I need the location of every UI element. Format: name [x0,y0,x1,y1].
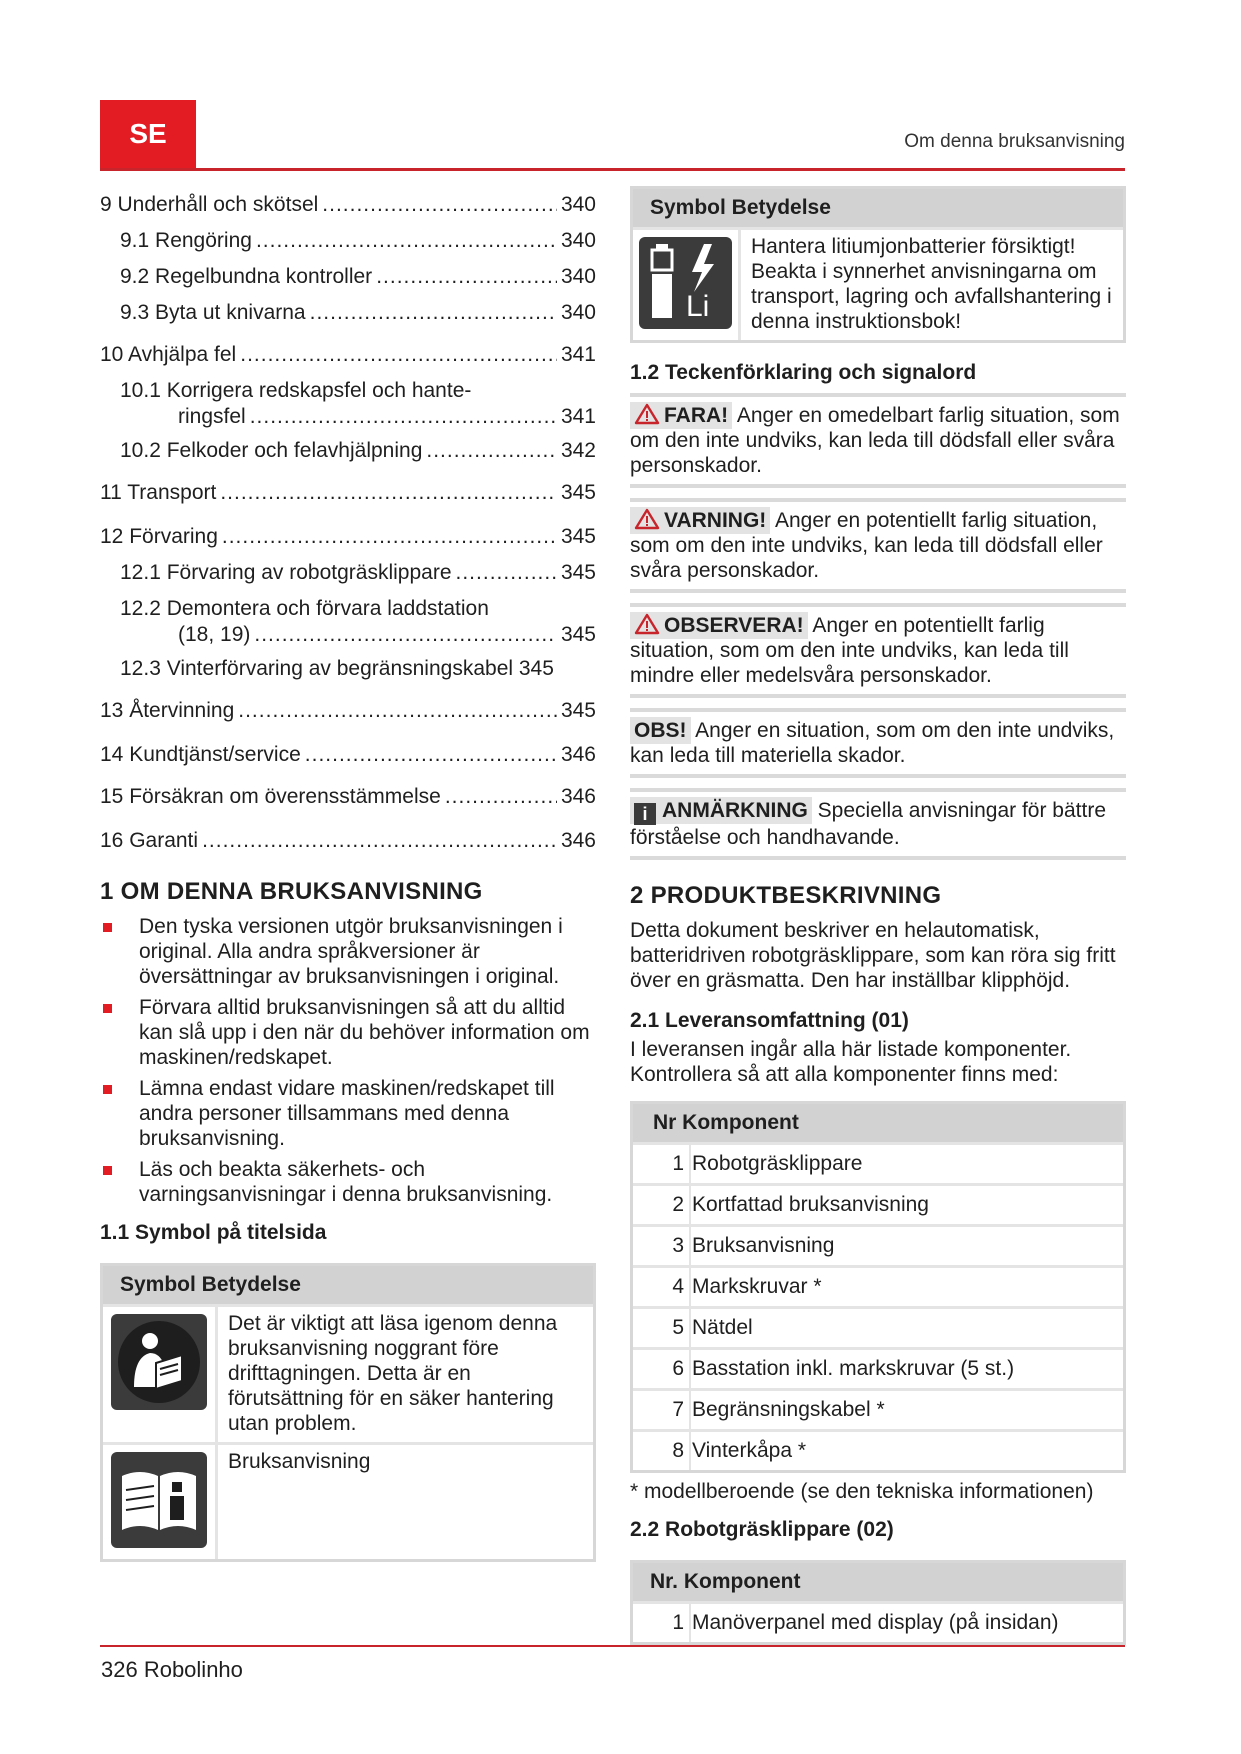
warning-icon [634,403,660,425]
table-row: 7 Begränsningskabel * [633,1388,1123,1429]
table-row [103,1304,593,1442]
battery-label: Li [685,290,709,323]
toc-entry[interactable]: 10.2 Felkoder och felavhjälpning ..... 342 [100,438,596,464]
section-1-bullets [100,914,596,1207]
toc-entry[interactable]: 9.3 Byta ut knivarna ..... 340 [100,300,596,326]
page-footer: 326 Robolinho [101,1657,243,1682]
list-item: Lämna endast vidare maskinen/redskapet till andra personer tillsammans med denna bruksanvisning. [100,1076,596,1151]
read-manual-icon [111,1314,207,1410]
table-row [103,1442,593,1559]
table-row [633,227,1123,340]
toc-entry[interactable]: 12.1 Förvaring av robotgräsklippare ..... 345 [100,560,596,586]
signal-tag: ANMÄRKNING [662,799,808,822]
toc-entry[interactable]: 9 Underhåll och skötsel ..... 340 [100,192,596,218]
list-item: Den tyska versionen utgör bruksanvisningen i original. Alla andra språkversioner är översättningar av bruksanvisningen i original. [100,914,596,989]
info-icon: i [634,803,656,825]
lithium-battery-icon [639,237,732,329]
toc-entry[interactable]: 9.1 Rengöring ..... 340 [100,228,596,254]
table-of-contents [100,192,596,854]
list-item: Läs och beakta säkerhets- och varningsanvisningar i denna bruksanvisning. [100,1157,596,1207]
table-header: Symbol Betydelse [103,1266,593,1304]
section-1-title: 1 OM DENNA BRUKSANVISNING [100,878,483,905]
symbol-cell [103,1307,218,1442]
header-rule [100,168,1125,171]
table-row: 1 Manöverpanel med display (på insidan) [633,1601,1123,1642]
battery-symbol-table [630,186,1126,343]
signal-tag: OBS! [630,717,691,744]
table-row: 5 Nätdel [633,1306,1123,1347]
table-row: 4 Markskruvar * [633,1265,1123,1306]
toc-entry[interactable]: 10 Avhjälpa fel ..... 341 [100,342,596,368]
language-tab: SE [100,100,196,168]
signal-varning: VARNING! Anger en potentiellt farlig situation, som om den inte undviks, kan leda till dödsfall eller svåra personskador. [630,498,1126,593]
signal-fara: FARA! Anger en omedelbart farlig situation, som om den inte undviks, kan leda till dödsfall eller svåra personskador. [630,393,1126,488]
table-row: 6 Basstation inkl. markskruvar (5 st.) [633,1347,1123,1388]
footnote: * modellberoende (se den tekniska informationen) [630,1480,1094,1503]
toc-entry[interactable]: 16 Garanti ..... 346 [100,828,596,854]
meaning-text: Hantera litiumjonbatterier försiktigt! Beakta i synnerhet anvisningarna om transport, lagring och avfallshantering i denna instruktionsbok! [751,235,1112,333]
table-row: 1 Robotgräsklippare [633,1142,1123,1183]
toc-entry[interactable]: 13 Återvinning ..... 345 [100,698,596,724]
section-2-text: Detta dokument beskriver en helautomatisk, batteridriven robotgräsklippare, som kan röra sig fritt över en gräsmatta. Den har inställbar klipphöjd. [630,919,1116,992]
manual-book-icon [111,1452,207,1548]
signal-tag: OBSERVERA! [664,614,804,637]
symbol-cell [633,230,741,340]
section-2-1-text: I leveransen ingår alla här listade komponenter. Kontrollera så att alla komponenter finns med: [630,1038,1072,1086]
signal-obs: OBS! Anger en situation, som om den inte undviks, kan leda till materiella skador. [630,708,1126,778]
meaning-text: Bruksanvisning [228,1450,371,1473]
toc-entry[interactable]: 9.2 Regelbundna kontroller ..... 340 [100,264,596,290]
section-2-title: 2 PRODUKTBESKRIVNING [630,882,942,909]
toc-entry[interactable]: 12.2 Demontera och förvara laddstation (18, 19) ..... 345 [100,596,596,648]
table-header: Symbol Betydelse [633,189,1123,227]
toc-entry[interactable]: 12 Förvaring ..... 345 [100,524,596,550]
table-row: 2 Kortfattad bruksanvisning [633,1183,1123,1224]
symbol-cell [103,1445,218,1559]
table-header: Nr Komponent [633,1104,1123,1142]
section-1-1-title: 1.1 Symbol på titelsida [100,1221,327,1244]
signal-anmarkning: i ANMÄRKNING Speciella anvisningar för bättre förståelse och handhavande. [630,788,1126,860]
toc-entry[interactable]: 15 Försäkran om överensstämmelse ..... 346 [100,784,596,810]
right-column [630,186,1126,1651]
footer-rule [100,1645,1125,1647]
section-2-2-title: 2.2 Robotgräsklippare (02) [630,1518,894,1541]
symbol-table [100,1263,596,1562]
warning-icon [634,508,660,530]
signal-tag: FARA! [664,404,729,427]
toc-entry[interactable]: 14 Kundtjänst/service ..... 346 [100,742,596,768]
warning-icon [634,613,660,635]
signal-tag: VARNING! [664,509,767,532]
section-2-1-title: 2.1 Leveransomfattning (01) [630,1009,909,1032]
section-1-2-title: 1.2 Teckenförklaring och signalord [630,361,977,384]
meaning-text: Det är viktigt att läsa igenom denna bruksanvisning noggrant före drifttagningen. Detta är en förutsättning för en säker hantering utan problem. [228,1312,558,1435]
table-row: 3 Bruksanvisning [633,1224,1123,1265]
mower-table [630,1560,1126,1645]
left-column [100,192,596,1568]
running-header: Om denna bruksanvisning [904,131,1125,152]
table-row: 8 Vinterkåpa * [633,1429,1123,1470]
signal-observera: OBSERVERA! Anger en potentiellt farlig situation, som om den inte undviks, kan leda till mindre eller medelsvåra personskador. [630,603,1126,698]
delivery-table [630,1101,1126,1473]
toc-entry[interactable]: 10.1 Korrigera redskapsfel och hante- ringsfel ..... 341 [100,378,596,430]
toc-entry[interactable]: 11 Transport ..... 345 [100,480,596,506]
toc-entry[interactable]: 12.3 Vinterförvaring av begränsningskabel 345 [120,657,554,680]
table-header: Nr. Komponent [633,1563,1123,1601]
list-item: Förvara alltid bruksanvisningen så att du alltid kan slå upp i den när du behöver information om maskinen/redskapet. [100,995,596,1070]
